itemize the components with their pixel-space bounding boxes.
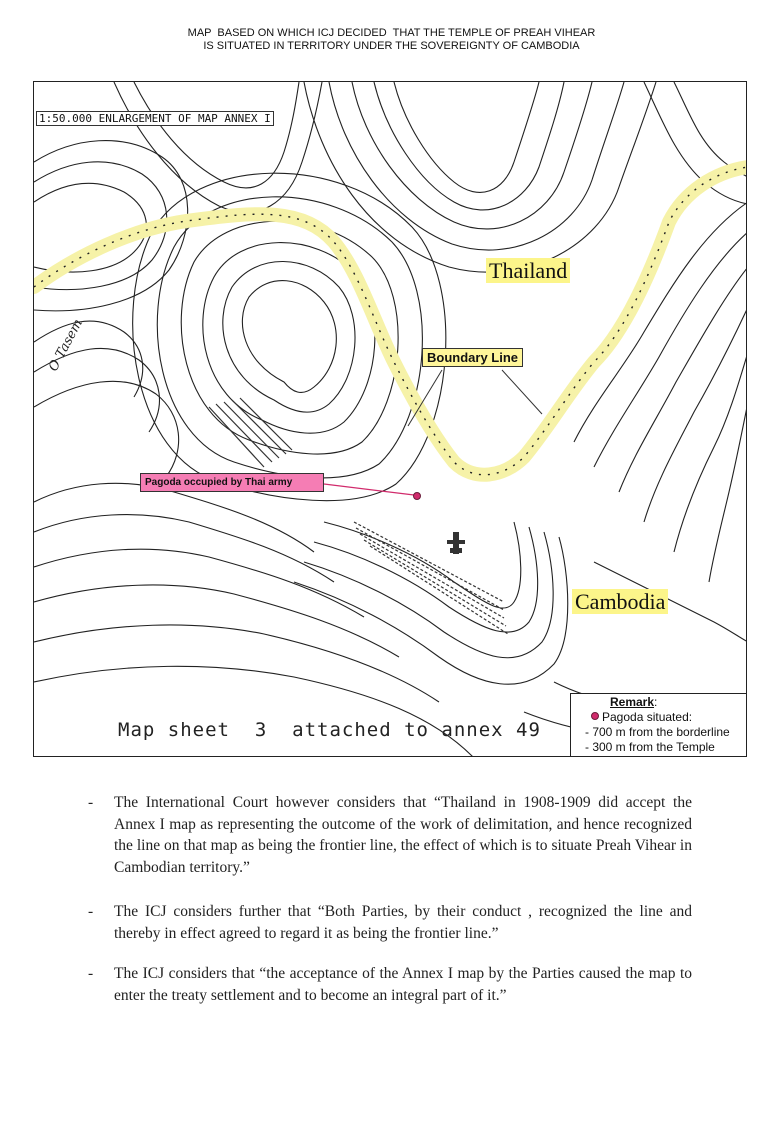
boundary-line-label: Boundary Line [422,348,523,367]
paragraph-3 [88,963,694,1031]
contour-line [34,515,334,582]
remark-heading-text: Remark [610,695,655,709]
contour-line [34,549,364,617]
paragraph-1 [88,792,694,882]
boundary-line [34,167,747,475]
pagoda-label: Pagoda occupied by Thai army [140,473,324,492]
cliff-hatching [209,398,508,634]
boundary-leader-right [502,370,542,414]
title-line-2: IS SITUATED IN TERRITORY UNDER THE SOVEREIGNTY OF CAMBODIA [203,40,580,52]
remark-line-1: - 700 m from the borderline [585,725,730,739]
river-label: O Tasem [46,316,86,375]
pagoda-marker [414,493,421,500]
paragraph-dash: - [88,903,94,920]
contour-line [594,232,747,467]
contour-line [34,666,474,757]
remark-pagoda-text: Pagoda situated: [602,710,693,724]
map-drawing [34,82,747,757]
contour-line [709,402,747,582]
remark-pagoda-line [591,710,692,724]
contour-line [34,381,179,477]
remark-line-2: - 300 m from the Temple [585,740,715,754]
contour-line [34,585,399,657]
topographic-map [33,81,747,757]
map-sheet-note: Map sheet 3 attached to annex 49 [118,719,541,741]
contour-line [304,82,656,272]
contour-line [181,221,398,454]
paragraph-text: The ICJ considers further that “Both Parties, by their conduct , recognized the line and thereby in effect agreed to regard it as being the frontier line.” [114,903,692,942]
contour-line [314,527,538,632]
contour-line [329,82,624,250]
remark-heading [610,695,657,709]
contour-line [134,82,299,188]
paragraph-dash: - [88,965,94,982]
title-line-1: MAP BASED ON WHICH ICJ DECIDED THAT THE TEMPLE OF PREAH VIHEAR [187,27,596,39]
boundary-highlight [34,167,747,475]
contour-line [644,307,747,522]
pagoda-dot-icon [591,712,599,720]
scale-label: 1:50.000 ENLARGEMENT OF MAP ANNEX I [36,111,274,126]
country-label-cambodia: Cambodia [572,589,668,614]
page-title [0,27,783,53]
paragraph-dash: - [88,794,94,811]
contour-line [394,82,539,192]
pagoda-leader [324,484,414,495]
paragraph-text: The International Court however considers that “Thailand in 1908-1909 did accept the Annex I map as representing the outcome of the work of delimitation, and hence recognized the line on that map as being the frontier line, the effect of which is to situate Preah Vihear in Cambodian territory.” [114,794,692,876]
contour-line [242,281,336,393]
temple-icon [447,532,465,554]
remark-box [570,693,747,757]
paragraph-text: The ICJ considers that “the acceptance of the Annex I map by the Parties caused the map to enter the treaty settlement and to become an integral part of it.” [114,965,692,1004]
remark-heading-colon: : [654,695,658,709]
country-label-thailand: Thailand [486,258,570,283]
contour-line [223,261,355,412]
paragraph-2 [88,901,694,947]
contour-line [34,483,314,552]
contour-line [34,625,439,702]
contour-line [294,537,568,684]
